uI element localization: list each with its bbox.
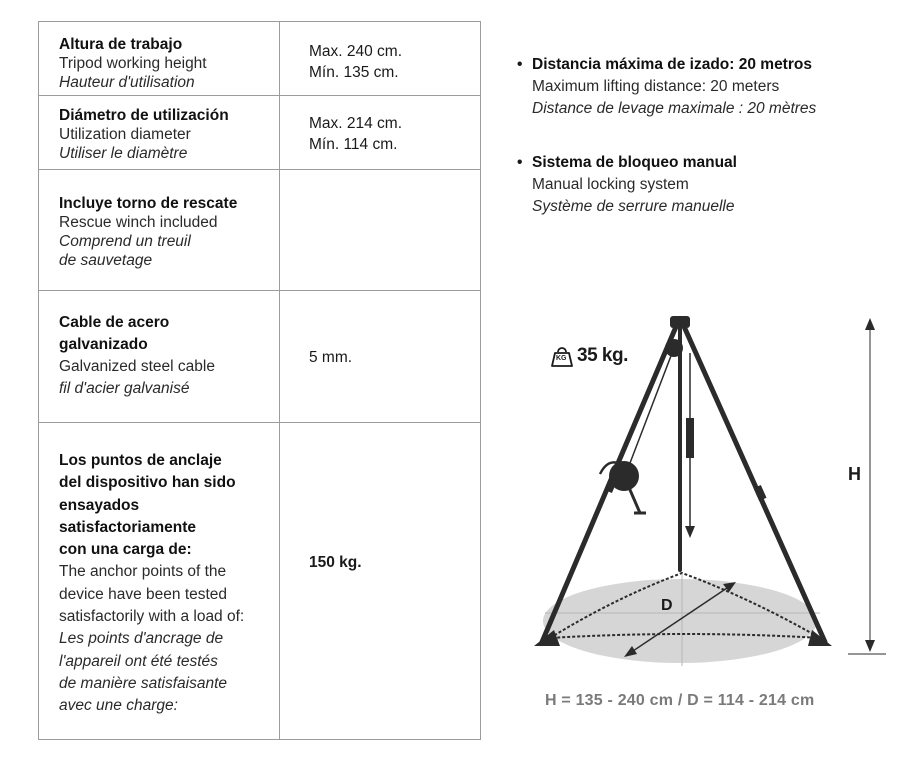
spec-row-utilization-diameter (39, 96, 480, 170)
label-en: satisfactorily with a load of: (59, 608, 245, 626)
label-fr: Comprend un treuil (59, 233, 191, 250)
feature-locking-system (517, 152, 917, 218)
base-area-ellipse (543, 579, 817, 663)
label-es: Diámetro de utilización (59, 107, 229, 124)
label-fr: Utiliser le diamètre (59, 145, 188, 162)
column-divider (279, 170, 280, 290)
label-fr: fil d'acier galvanisé (59, 380, 190, 397)
spec-row-anchor-points (39, 423, 480, 739)
label-es: del dispositivo han sido (59, 474, 236, 492)
bullet-dot: • (517, 56, 523, 73)
label-es: satisfactoriamente (59, 518, 196, 536)
feature-lifting-distance (517, 54, 917, 120)
spec-value (309, 347, 469, 368)
value-min: Mín. 135 cm. (309, 64, 399, 81)
feature-en: Maximum lifting distance: 20 meters (532, 78, 780, 95)
feature-fr: Système de serrure manuelle (532, 198, 735, 215)
spec-table (38, 21, 481, 740)
label-es: Los puntos de anclaje (59, 452, 222, 469)
bullet-dot: • (517, 154, 523, 171)
spec-label (59, 106, 273, 163)
label-es: ensayados (59, 496, 140, 514)
column-divider (279, 96, 280, 169)
spec-label (59, 450, 273, 718)
label-es: Cable de acero (59, 314, 170, 331)
height-arrowhead (865, 318, 875, 330)
value-max: Max. 214 cm. (309, 115, 403, 132)
label-en: Rescue winch included (59, 214, 218, 231)
tripod-head (670, 316, 690, 328)
spec-row-working-height (39, 22, 480, 96)
spec-label (59, 35, 273, 92)
label-en: The anchor points of the (59, 563, 227, 581)
label-es: galvanizado (59, 336, 148, 353)
label-es: Altura de trabajo (59, 36, 183, 53)
cable-arrow (685, 526, 695, 538)
weight-value: 35 kg. (577, 345, 628, 366)
spec-label (59, 194, 273, 270)
height-arrowhead (865, 640, 875, 652)
column-divider (279, 291, 280, 422)
feature-fr: Distance de levage maximale : 20 mètres (532, 100, 817, 117)
value-max: Max. 240 cm. (309, 43, 403, 60)
dimension-caption: H = 135 - 240 cm / D = 114 - 214 cm (545, 692, 815, 709)
value-cable: 5 mm. (309, 349, 353, 366)
spec-label (59, 312, 273, 400)
spec-value (309, 113, 469, 155)
label-fr: de manière satisfaisante (59, 674, 228, 692)
height-label: H (848, 464, 861, 484)
label-fr: de sauvetage (59, 252, 153, 269)
spec-value (309, 41, 469, 83)
label-fr: avec une charge: (59, 697, 178, 715)
diameter-label: D (661, 597, 673, 614)
label-es: con una carga de: (59, 541, 192, 559)
label-es: Incluye torno de rescate (59, 195, 238, 212)
label-en: device have been tested (59, 585, 228, 603)
spec-row-steel-cable (39, 291, 480, 423)
winch-cable (630, 348, 674, 463)
kg-icon-text: KG (556, 355, 567, 362)
label-fr: Hauteur d'utilisation (59, 74, 195, 91)
feature-en: Manual locking system (532, 176, 689, 193)
leg-joint (753, 485, 766, 501)
weight-badge (551, 346, 573, 368)
feature-es: Sistema de bloqueo manual (532, 154, 737, 171)
label-fr: Les points d'ancrage de (59, 630, 224, 648)
column-divider (279, 22, 280, 95)
value-min: Mín. 114 cm. (309, 136, 398, 153)
label-fr: l'appareil ont été testés (59, 652, 218, 670)
label-en: Galvanized steel cable (59, 358, 215, 375)
label-en: Tripod working height (59, 55, 207, 72)
value-load: 150 kg. (309, 554, 362, 571)
spec-row-rescue-winch (39, 170, 480, 291)
column-divider (279, 423, 280, 739)
spec-value (309, 552, 469, 573)
feature-list (517, 54, 917, 250)
feature-es: Distancia máxima de izado: 20 metros (532, 56, 812, 73)
cable-weight (686, 418, 694, 458)
label-en: Utilization diameter (59, 126, 191, 143)
